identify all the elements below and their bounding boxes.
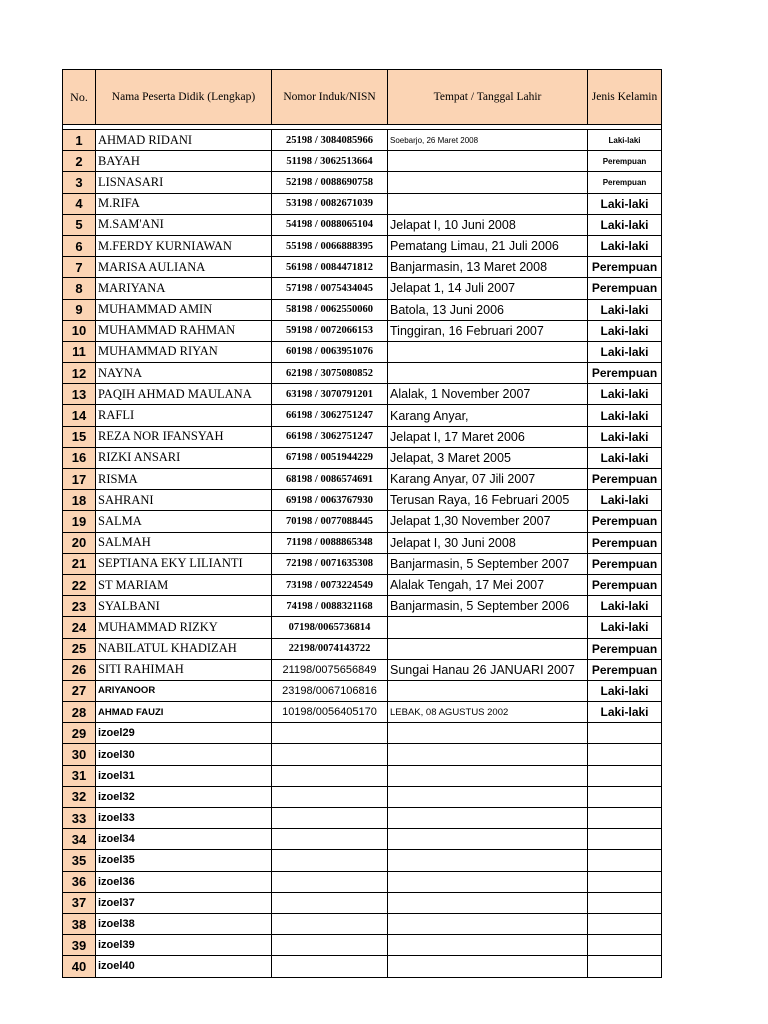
cell-nisn: 68198 / 0086574691 [272,469,388,490]
table-row [63,320,662,341]
cell-no: 1 [63,130,96,151]
cell-nisn: 62198 / 3075080852 [272,363,388,384]
cell-jk: Perempuan [588,257,662,278]
cell-ttl [388,786,588,807]
cell-no: 3 [63,172,96,193]
table-row [63,426,662,447]
cell-nama: MARIYANA [96,278,272,299]
cell-nisn: 60198 / 0063951076 [272,341,388,362]
cell-jk: Perempuan [588,278,662,299]
header-row [63,70,662,125]
cell-no: 11 [63,341,96,362]
table-row [63,235,662,256]
cell-nisn [272,871,388,892]
cell-no: 33 [63,808,96,829]
cell-nisn: 23198/0067106816 [272,680,388,701]
table-row [63,214,662,235]
cell-jk: Perempuan [588,553,662,574]
table-row [63,638,662,659]
cell-jk: Laki-laki [588,426,662,447]
cell-nama: M.RIFA [96,193,272,214]
cell-nama: RAFLI [96,405,272,426]
cell-no: 13 [63,384,96,405]
cell-jk: Laki-laki [588,384,662,405]
cell-nama: M.FERDY KURNIAWAN [96,235,272,256]
cell-jk [588,935,662,956]
table-row [63,723,662,744]
cell-no: 6 [63,235,96,256]
cell-nisn: 53198 / 0082671039 [272,193,388,214]
table-row [63,447,662,468]
cell-jk: Laki-laki [588,214,662,235]
cell-nisn: 71198 / 0088865348 [272,532,388,553]
cell-ttl [388,829,588,850]
cell-jk [588,913,662,934]
cell-ttl: Batola, 13 Juni 2006 [388,299,588,320]
table-row [63,935,662,956]
cell-jk [588,956,662,977]
cell-ttl [388,744,588,765]
cell-jk: Perempuan [588,532,662,553]
cell-ttl: Tinggiran, 16 Februari 2007 [388,320,588,341]
cell-no: 5 [63,214,96,235]
table-row [63,829,662,850]
table-row [63,574,662,595]
cell-no: 25 [63,638,96,659]
cell-ttl [388,723,588,744]
cell-no: 4 [63,193,96,214]
cell-ttl [388,193,588,214]
cell-jk [588,765,662,786]
table-row [63,490,662,511]
cell-jk: Laki-laki [588,447,662,468]
cell-nisn: 21198/0075656849 [272,659,388,680]
header-jenis-kelamin: Jenis Kelamin [588,70,662,125]
cell-ttl: Alalak, 1 November 2007 [388,384,588,405]
cell-nama: SITI RAHIMAH [96,659,272,680]
cell-ttl: Terusan Raya, 16 Februari 2005 [388,490,588,511]
cell-nisn: 59198 / 0072066153 [272,320,388,341]
cell-no: 30 [63,744,96,765]
cell-no: 28 [63,702,96,723]
cell-nisn: 10198/0056405170 [272,702,388,723]
cell-ttl: Alalak Tengah, 17 Mei 2007 [388,574,588,595]
cell-no: 14 [63,405,96,426]
cell-nisn: 22198/0074143722 [272,638,388,659]
cell-no: 31 [63,765,96,786]
cell-jk: Laki-laki [588,341,662,362]
cell-ttl: Karang Anyar, [388,405,588,426]
cell-ttl: Pematang Limau, 21 Juli 2006 [388,235,588,256]
cell-nisn: 63198 / 3070791201 [272,384,388,405]
cell-nama: REZA NOR IFANSYAH [96,426,272,447]
cell-jk: Laki-laki [588,299,662,320]
table-row [63,808,662,829]
cell-jk [588,871,662,892]
cell-nama: SYALBANI [96,596,272,617]
cell-no: 15 [63,426,96,447]
cell-no: 37 [63,892,96,913]
table-row [63,341,662,362]
cell-nisn: 52198 / 0088690758 [272,172,388,193]
cell-nama: SEPTIANA EKY LILIANTI [96,553,272,574]
cell-jk: Perempuan [588,469,662,490]
cell-no: 7 [63,257,96,278]
cell-nama: ARIYANOOR [96,680,272,701]
cell-nisn [272,913,388,934]
cell-nama: MUHAMMAD RIZKY [96,617,272,638]
cell-jk: Laki-laki [588,617,662,638]
cell-nama: MUHAMMAD RIYAN [96,341,272,362]
cell-no: 35 [63,850,96,871]
cell-ttl: Jelapat I, 10 Juni 2008 [388,214,588,235]
cell-jk: Laki-laki [588,193,662,214]
table-header [63,70,662,130]
cell-nisn: 70198 / 0077088445 [272,511,388,532]
header-nama: Nama Peserta Didik (Lengkap) [96,70,272,125]
header-ttl: Tempat / Tanggal Lahir [388,70,588,125]
cell-nisn [272,744,388,765]
cell-ttl: Banjarmasin, 5 September 2006 [388,596,588,617]
cell-ttl [388,617,588,638]
table-row [63,511,662,532]
cell-nama: izoel32 [96,786,272,807]
cell-nisn [272,723,388,744]
cell-no: 2 [63,151,96,172]
cell-no: 21 [63,553,96,574]
table-row [63,680,662,701]
cell-nisn: 66198 / 3062751247 [272,426,388,447]
cell-ttl: Sungai Hanau 26 JANUARI 2007 [388,659,588,680]
cell-nama: izoel35 [96,850,272,871]
cell-jk [588,829,662,850]
cell-nisn [272,892,388,913]
cell-jk: Laki-laki [588,235,662,256]
cell-ttl [388,172,588,193]
cell-no: 19 [63,511,96,532]
cell-jk: Laki-laki [588,130,662,151]
cell-nisn: 25198 / 3084085966 [272,130,388,151]
cell-nisn [272,786,388,807]
cell-ttl [388,871,588,892]
cell-jk [588,892,662,913]
cell-nama: M.SAM'ANI [96,214,272,235]
cell-no: 23 [63,596,96,617]
cell-nisn: 66198 / 3062751247 [272,405,388,426]
cell-jk: Laki-laki [588,702,662,723]
table-row [63,786,662,807]
cell-jk: Perempuan [588,511,662,532]
table-row [63,744,662,765]
table-row [63,871,662,892]
cell-jk [588,744,662,765]
cell-nisn: 57198 / 0075434045 [272,278,388,299]
cell-ttl: Jelapat I, 30 Juni 2008 [388,532,588,553]
cell-jk: Laki-laki [588,596,662,617]
cell-nama: LISNASARI [96,172,272,193]
cell-no: 38 [63,913,96,934]
cell-nisn: 67198 / 0051944229 [272,447,388,468]
cell-nama: izoel29 [96,723,272,744]
table-row [63,278,662,299]
cell-ttl [388,956,588,977]
table-row [63,956,662,977]
cell-no: 12 [63,363,96,384]
table-row [63,172,662,193]
table-body [63,130,662,978]
cell-nisn [272,956,388,977]
table-row [63,130,662,151]
table-row [63,659,662,680]
cell-jk: Laki-laki [588,680,662,701]
cell-nama: izoel39 [96,935,272,956]
cell-jk: Perempuan [588,638,662,659]
cell-nama: SALMA [96,511,272,532]
cell-no: 32 [63,786,96,807]
table-row [63,299,662,320]
table-row [63,257,662,278]
cell-ttl [388,638,588,659]
table-row [63,532,662,553]
cell-nisn: 69198 / 0063767930 [272,490,388,511]
cell-nisn [272,829,388,850]
cell-no: 26 [63,659,96,680]
table-row [63,193,662,214]
cell-nama: RIZKI ANSARI [96,447,272,468]
cell-no: 40 [63,956,96,977]
cell-no: 16 [63,447,96,468]
cell-nisn: 54198 / 0088065104 [272,214,388,235]
cell-jk: Perempuan [588,363,662,384]
cell-jk [588,723,662,744]
cell-no: 10 [63,320,96,341]
cell-ttl: Karang Anyar, 07 Jili 2007 [388,469,588,490]
header-nisn: Nomor Induk/NISN [272,70,388,125]
cell-nama: SALMAH [96,532,272,553]
cell-ttl: Banjarmasin, 13 Maret 2008 [388,257,588,278]
cell-nisn: 74198 / 0088321168 [272,596,388,617]
cell-nama: MUHAMMAD AMIN [96,299,272,320]
table-row [63,702,662,723]
table-row [63,765,662,786]
cell-jk: Perempuan [588,151,662,172]
cell-no: 8 [63,278,96,299]
cell-jk: Laki-laki [588,405,662,426]
cell-nama: SAHRANI [96,490,272,511]
cell-ttl [388,913,588,934]
cell-no: 36 [63,871,96,892]
cell-nisn: 56198 / 0084471812 [272,257,388,278]
cell-no: 20 [63,532,96,553]
table-row [63,850,662,871]
cell-ttl [388,850,588,871]
cell-no: 27 [63,680,96,701]
cell-ttl [388,892,588,913]
cell-jk [588,808,662,829]
table-row [63,617,662,638]
cell-nama: PAQIH AHMAD MAULANA [96,384,272,405]
cell-nisn [272,808,388,829]
cell-ttl: Banjarmasin, 5 September 2007 [388,553,588,574]
cell-ttl: Soebarjo, 26 Maret 2008 [388,130,588,151]
cell-nisn: 51198 / 3062513664 [272,151,388,172]
cell-nama: AHMAD RIDANI [96,130,272,151]
table-row [63,151,662,172]
cell-nama: izoel33 [96,808,272,829]
cell-nama: NABILATUL KHADIZAH [96,638,272,659]
cell-jk: Perempuan [588,659,662,680]
cell-no: 29 [63,723,96,744]
cell-nisn [272,850,388,871]
table-row [63,553,662,574]
cell-nisn: 07198/0065736814 [272,617,388,638]
table-row [63,596,662,617]
cell-ttl [388,935,588,956]
cell-ttl [388,363,588,384]
cell-ttl: LEBAK, 08 AGUSTUS 2002 [388,702,588,723]
cell-nama: izoel36 [96,871,272,892]
cell-nama: izoel30 [96,744,272,765]
cell-nama: izoel37 [96,892,272,913]
cell-jk: Laki-laki [588,320,662,341]
cell-nisn [272,935,388,956]
cell-no: 22 [63,574,96,595]
cell-jk: Perempuan [588,172,662,193]
cell-nama: AHMAD FAUZI [96,702,272,723]
cell-jk [588,850,662,871]
cell-nama: izoel40 [96,956,272,977]
cell-no: 9 [63,299,96,320]
cell-no: 39 [63,935,96,956]
cell-ttl: Jelapat 1,30 November 2007 [388,511,588,532]
cell-nama: BAYAH [96,151,272,172]
cell-nisn: 73198 / 0073224549 [272,574,388,595]
cell-nama: RISMA [96,469,272,490]
cell-jk: Perempuan [588,574,662,595]
cell-nama: NAYNA [96,363,272,384]
student-table-sheet [62,69,661,978]
cell-ttl: Jelapat 1, 14 Juli 2007 [388,278,588,299]
table-row [63,363,662,384]
cell-ttl [388,765,588,786]
cell-nama: izoel34 [96,829,272,850]
cell-nisn: 72198 / 0071635308 [272,553,388,574]
cell-ttl [388,341,588,362]
table-row [63,405,662,426]
table-row [63,913,662,934]
cell-jk [588,786,662,807]
table-row [63,469,662,490]
cell-ttl: Jelapat, 3 Maret 2005 [388,447,588,468]
cell-no: 34 [63,829,96,850]
cell-no: 17 [63,469,96,490]
cell-ttl [388,151,588,172]
cell-nama: izoel38 [96,913,272,934]
header-no: No. [63,70,96,125]
cell-ttl: Jelapat I, 17 Maret 2006 [388,426,588,447]
cell-no: 24 [63,617,96,638]
student-table [62,69,662,978]
table-row [63,892,662,913]
cell-nama: ST MARIAM [96,574,272,595]
cell-nisn [272,765,388,786]
cell-jk: Laki-laki [588,490,662,511]
cell-nama: MARISA AULIANA [96,257,272,278]
table-row [63,384,662,405]
cell-nisn: 58198 / 0062550060 [272,299,388,320]
cell-no: 18 [63,490,96,511]
cell-nama: izoel31 [96,765,272,786]
cell-ttl [388,680,588,701]
cell-ttl [388,808,588,829]
cell-nama: MUHAMMAD RAHMAN [96,320,272,341]
cell-nisn: 55198 / 0066888395 [272,235,388,256]
